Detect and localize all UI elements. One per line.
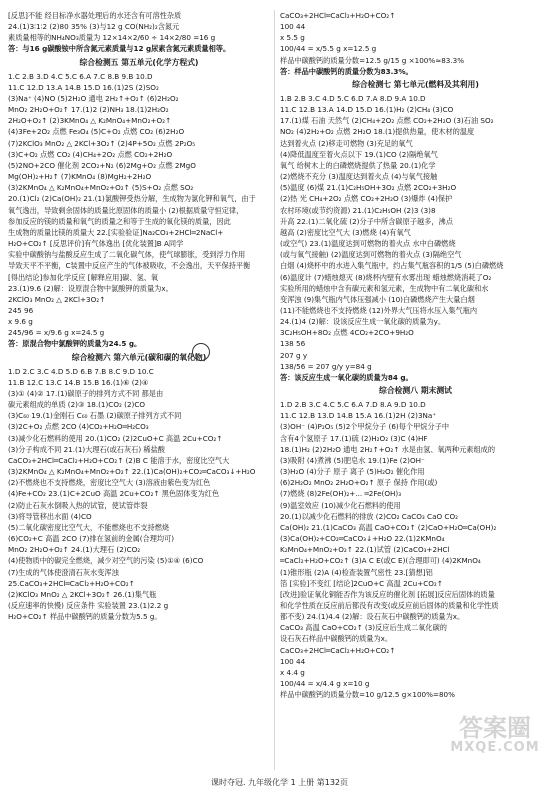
answer-line: 3C₂H₅OH+8O₂ 点燃 4CO₂+2CO+9H₂O [280,328,414,338]
answer-conclusion: 答：与16 g碳酸铵中所含氮元素质量与12 g尿素含氮元素质量相等。 [8,44,231,54]
answer-line: K₂MnO₄+MnO₂+O₂↑ 22.(1)试管 (2)CaCO₃+2HCl [280,545,450,555]
answer-line: (3)H₂O (4)分子 原子 离子 (5)H₂O₂ 催化作用 [280,467,425,477]
answer-line: (2)不燃烧也不支持燃烧，密度比空气大 (3)溶液由紫色变为红色 [8,478,211,488]
answer-line: 1.C 2.B 3.D 4.C 5.C 6.A 7.C 8.B 9.B 10.D [8,71,153,81]
answer-line: 23.(1)9.6 (2)解：设原混合物中氯酸钾的质量为x。 [8,283,173,293]
answer-line: (11)不能燃烧也不支持燃烧 (12)外界大气压将水压入集气瓶内 [280,305,478,315]
answer-line: (3)将导管移出水面 (4)CO [8,511,92,521]
answer-line: [反思]不能 经目标净水器处理后的水还含有可溶性杂质 [8,11,182,20]
answer-line: 导致天平不平衡，C装置中反应产生的气体被吸收，不会逸出，天平保持平衡 [8,261,251,271]
answer-line: NO₂ (4)2H₂+O₂ 点燃 2H₂O 18.(1)提供热量，使木材的温度 [280,127,475,137]
answer-line: 白烟 (4)烧杯中的水进入集气瓶中，约占集气瓶容积的1/5 (5)白磷燃烧 [280,261,504,271]
answer-line: (2)防止石灰水倒吸入热的试管，使试管炸裂 [8,500,148,510]
answer-line: (3)Ca(OH)₂+CO₂═CaCO₃↓+H₂O 22.(1)2KMnO₄ [280,534,445,544]
answer-line: Ca(OH)₂ 21.(1)CaCO₃ 高温 CaO+CO₂↑ (2)CaO+H₂O═Ca(OH)₂ [280,522,497,532]
answer-line: 2H₂O+O₂↑ (2)3KMnO₄ △ K₂MnO₄+MnO₂+O₂↑ [8,116,172,126]
answer-line: 207 g y [280,350,308,360]
answer-line: (4)Fe+CO₂ 23.(1)C+2CuO 高温 2Cu+CO₂↑ 黑色固体变为红色 [8,489,220,499]
answer-line: CaCO₃+2HCl═CaCl₂+H₂O+CO₂↑ [280,11,396,20]
answer-line: 生成物的质量比镁的质量大 22.[实验验证]Na₂CO₃+2HCl═2NaCl+ [8,227,224,237]
answer-line: [得出结论]参加化学反应 [解释应用]碳、氢、氧 [8,272,159,282]
answer-line: (4)3Fe+2O₂ 点燃 Fe₃O₄ (5)C+O₂ 点燃 CO₂ (6)2H₂O [8,127,185,137]
answer-line: CaCO₃ 高温 CaO+CO₂↑ (3)反应后生成二氧化碳的 [280,623,447,633]
answer-line: 达到着火点 (2)移走可燃物 (3)充足的氧气 [280,138,413,148]
answer-line: 氧气逸出，导致剩余固体的质量比原固体的质量小 (2)根据质量守恒定律， [8,205,244,215]
answer-line: 实验所用的蜡烛中含有碳元素和氢元素，生成物中有二氧化碳和水 [280,283,489,293]
answer-line: 样品中碳酸钙的质量分数=12.5 g/15 g ×100%≈83.3% [280,55,465,65]
answer-line: 138 56 [280,339,306,349]
answer-line: 设石灰石样品中碳酸钙的质量为x。 [280,634,393,644]
answer-line: 2KClO₃ MnO₂ △ 2KCl+3O₂↑ [8,294,106,304]
answer-line: [改进]验证氧化铜能否作为该反应的催化剂 [拓展]反应后固体的质量 [280,589,495,599]
answer-line: H₂O+CO₂↑ 样品中碳酸钙的质量分数为5.5 g。 [8,612,162,622]
answer-line: 25.CaCO₃+2HCl═CaCl₂+H₂O+CO₂↑ [8,578,135,588]
answer-line: 11.C 12.B 13.D 14.B 15.A 16.(1)2H (2)3Na⁺ [280,411,437,421]
answer-line: 含有4个氢原子 17.(1)硫 (2)H₂O₂ (3)C (4)HF [280,433,428,443]
answer-line: (5)温度 (6)煤 21.(1)C₂H₅OH+3O₂ 点燃 2CO₂+3H₂O [280,183,457,193]
column-divider [274,10,275,770]
answer-line: 11.B 12.C 13.C 14.B 15.B 16.(1)⑥ (2)④ [8,377,149,387]
answer-line: ═CaCl₂+H₂O+CO₂↑ (3)A C E(或C E)(合理即可) (4)2KMnO₄ [280,556,481,566]
answer-line: H₂O+CO₂↑ [反思评价]有气体逸出 [优化装置]B A同学 [8,239,184,249]
answer-line: (7)燃烧 (8)2Fe(OH)₂+... ═2Fe(OH)₃ [280,489,402,499]
answer-line: (3)Na⁺ (4)NO (5)2H₂O 通电 2H₂↑+O₂↑ (6)2H₂O₂ [8,94,179,104]
answer-line: (5)二氧化碳密度比空气大，不能燃烧也不支持燃烧 [8,522,170,532]
answer-line: CaCO₃+2HCl═CaCl₂+H₂O+CO₂↑ [280,645,396,655]
answer-line: 138/56 = 207 g/y y=84 g [280,361,372,371]
answer-line: (2)KClO₃ MnO₂ △ 2KCl+3O₂↑ 26.(1)集气瓶 [8,589,157,599]
answer-line: (3)2KMnO₄ △ K₂MnO₄+MnO₂+O₂↑ 22.(1)Ca(OH)₂+CO₂═CaCO₃↓+H₂O [8,467,256,477]
page-footer: 课时夺冠. 九年级化学 1 上册 第132页 [210,778,349,787]
circled-answer-mark [192,343,210,361]
answer-line: 24.(1)3∶1∶2 (2)80 35% (3)与12 g CO(NH₂)₂含氮元 [8,22,180,32]
answer-line: (6)CO₂+C 高温 2CO (7)排在氢前的金属(合理均可) [8,534,175,544]
answer-line: 100 44 [280,22,306,32]
watermark-subtext: MXQE.COM [450,740,540,756]
watermark-text: 答案圈 [459,714,531,742]
answer-line: (3)分子构成不同 21.(1)大理石(或石灰石) 稀盐酸 [8,444,165,454]
answer-line: (3)① (4)② 17.(1)碳原子的排列方式不同 都是由 [8,389,164,398]
answer-line: MnO₂ 2H₂O+O₂↑ 17.(1)2 (2)NH₃ 18.(1)2H₂O₂ [8,105,169,115]
section-heading: 综合检测五 第五单元(化学方程式) [79,57,199,67]
answer-line: 实验中碳酸钠与盐酸反应生成了二氧化碳气体，使气球膨胀，受到浮力作用 [8,250,246,260]
answer-conclusion: 答：原混合物中氯酸钾的质量为24.5 g。 [8,339,142,349]
answer-line: 1.D 2.C 3.C 4.D 5.D 6.B 7.B 8.C 9.D 10.C [8,366,154,376]
answer-line: 箔 [实验]不变红 [结论]2CuO+C 高温 2Cu+CO₂↑ [280,578,443,588]
answer-line: Mg(OH)₂+H₂↑ (7)KMnO₄ (8)MgH₂+2H₂O [8,172,152,182]
answer-line: 18.(1)H₂ (2)2H₂O 通电 2H₂↑+O₂↑ 水是由氢、氧两种元素组成的 [280,444,496,454]
answer-line: 变浑浊 (9)集气瓶内气体压强减小 (10)白磷燃烧产生大量白烟 [280,294,475,304]
answer-line: 参加反应的镁的质量和氧气的质量之和等于生成的氧化镁的质量，因此 [8,216,231,226]
answer-line: (3)2C+O₂ 点燃 2CO (4)CO₂+H₂O═H₂CO₃ [8,422,149,432]
answer-line: (3)C₆₀ 19.(1)金刚石 C₆₀ 石墨 (2)碳原子排列方式不同 [8,411,182,421]
answer-conclusion: 答：该反应生成一氧化碳的质量为84 g。 [280,372,413,382]
answer-line: 11.C 12.B 13.A 14.D 15.D 16.(1)H₂ (2)CH₄ (3)CO [280,105,454,115]
answer-line: (3)减少化石燃料的使用 20.(1)CO₂ (2)2CuO+C 高温 2Cu+CO₂↑ [8,433,223,443]
answer-line: 农村环境(或节约资源) 21.(1)C₂H₅OH (2)3 (3)8 [280,205,436,215]
section-heading: 综合检测六 第六单元(碳和碳的氧化物) [71,352,207,362]
answer-line: (1)锥形瓶 (2)A (4)检查装置气密性 23.[猜想]铝 [280,567,433,577]
answer-line: 24.(1)4 (2)解：设该反应生成一氧化碳的质量为y。 [280,317,446,327]
section-heading: 综合检测七 第七单元(燃料及其利用) [352,79,479,89]
right-column [280,10,551,770]
answer-line: (6)温度计 (7)蜡烛熄灭 (8)烧杯内壁有水雾出现 蜡烛燃烧消耗了O₂ [280,272,492,282]
answer-conclusion: 答：样品中碳酸钙的质量分数为83.3%。 [280,66,413,76]
answer-line: (3)2KMnO₄ △ K₂MnO₄+MnO₂+O₂↑ (5)S+O₂ 点燃 SO₂ [8,183,194,193]
answer-line: (或空气) 23.(1)温度达到可燃物的着火点 水中白磷燃烧 [280,239,456,249]
answer-line: 氧气 给树木上的白磷燃烧提供了热量 20.(1)化学 [280,160,436,170]
answer-line: 素质量相等的NH₄NO₃质量为 12×14×2/60 ÷ 14×2/80 =16 g [8,33,216,43]
answer-line: 20.(1)以减少化石燃料的排放 (2)CO₂ CaCO₃ CaO CO₂ [280,511,458,521]
left-column [8,10,270,770]
answer-line: (2)燃烧不充分 (3)温度达到着火点 (4)与氧气接触 [280,172,438,182]
answer-line: (反应速率的快慢) 反应条件 实验装置 23.(1)2.2 g [8,600,169,610]
answer-line: (7)生成的气体使澄清石灰水变浑浊 [8,567,119,577]
section-heading: 综合检测八 期末测试 [379,386,452,396]
answer-line: 碳元素组成的单质 (2)③ 18.(1)CO₂ (2)CO [8,400,146,410]
answer-line: 和化学性质在反应前后都没有改变(或反应前后固体的质量和化学性质 [280,600,499,610]
answer-line: (3)OH⁻ (4)P₂O₅ (5)2个甲烷分子 (6)每个甲烷分子中 [280,422,450,432]
answer-line: 升高 22.(1)二氧化硫 (2)分子中所含碳原子越多，沸点 [280,216,453,226]
answer-line: (3)C+O₂ 点燃 CO₂ (4)CH₄+2O₂ 点燃 CO₂+2H₂O [8,149,173,159]
answer-line: (4)使物质中的碳完全燃烧，减少对空气的污染 (5)①④ (6)CO [8,556,204,566]
answer-line: 100/44 = x/5.5 g x=12.5 g [280,44,377,54]
answer-line: 1.D 2.B 3.C 4.C 5.C 6.A 7.D 8.A 9.D 10.D [280,400,426,410]
answer-line: (9)温室效应 (10)减少化石燃料的使用 [280,500,401,510]
answer-line: x 9.6 g [8,317,33,327]
watermark-logo [440,715,550,785]
answer-line: 245 96 [8,305,34,315]
answer-line: 1.B 2.B 3.C 4.D 5.C 6.D 7.A 8.D 9.A 10.D [280,94,426,104]
answer-line: 都不变) 24.(1)4.4 (2)解：设石灰石中碳酸钙的质量为x。 [280,612,465,622]
answer-line: 100/44 = x/4.4 g x=10 g [280,679,370,689]
answer-line: (2)热 光 CH₄+2O₂ 点燃 CO₂+2H₂O (3)爆炸 (4)保护 [280,194,453,204]
answer-line: CaCO₃+2HCl═CaCl₂+H₂O+CO₂↑ (2)B C 能溶于水，密度比空气大 [8,455,230,465]
answer-line: 100 44 [280,656,306,666]
answer-line: (6)2H₂O₂ MnO₂ 2H₂O+O₂↑ 原子 保持 作用(或) [280,478,438,488]
answer-line: 20.(1)Cl₂ (2)Ca(OH)₂ 21.(1)氯酸钾受热分解，生成物为氯化钾和氧气，由于 [8,194,256,204]
answer-line: 245/96 = x/9.6 g x=24.5 g [8,328,105,338]
answer-line: 样品中碳酸钙的质量分数=10 g/12.5 g×100%=80% [280,690,455,700]
answer-line: (3)吸附 (4)煮沸 (5)肥皂水 19.(1)Fe (2)OH⁻ [280,455,425,465]
answer-line: x 5.5 g [280,33,305,43]
answer-line: 17.(1)煤 石油 天然气 (2)CH₄+2O₂ 点燃 CO₂+2H₂O (3)石油 SO₂ [280,116,494,126]
answer-line: (7)2KClO₃ MnO₂ △ 2KCl+3O₂↑ (2)4P+5O₂ 点燃 2P₂O₅ [8,138,196,148]
answer-line: MnO₂ 2H₂O+O₂↑ 24.(1)大理石 (2)CO₂ [8,545,141,555]
answer-line: 11.C 12.D 13.A 14.B 15.D 16.(1)2S (2)SO₂ [8,82,159,92]
answer-line: x 4.4 g [280,667,305,677]
answer-line: (5)2NO+2CO 催化剂 2CO₂+N₂ (6)2Mg+O₂ 点燃 2MgO [8,160,196,170]
answer-line: (或与氧气接触) (2)温度达到可燃物的着火点 (3)隔绝空气 [280,250,462,260]
answer-line: (4)降低温度至着火点以下 19.(1)CO (2)隔绝氧气 [280,149,438,159]
answer-line: 越高 (2)密度比空气大 (3)燃烧 (4)有氧气 [280,227,411,237]
